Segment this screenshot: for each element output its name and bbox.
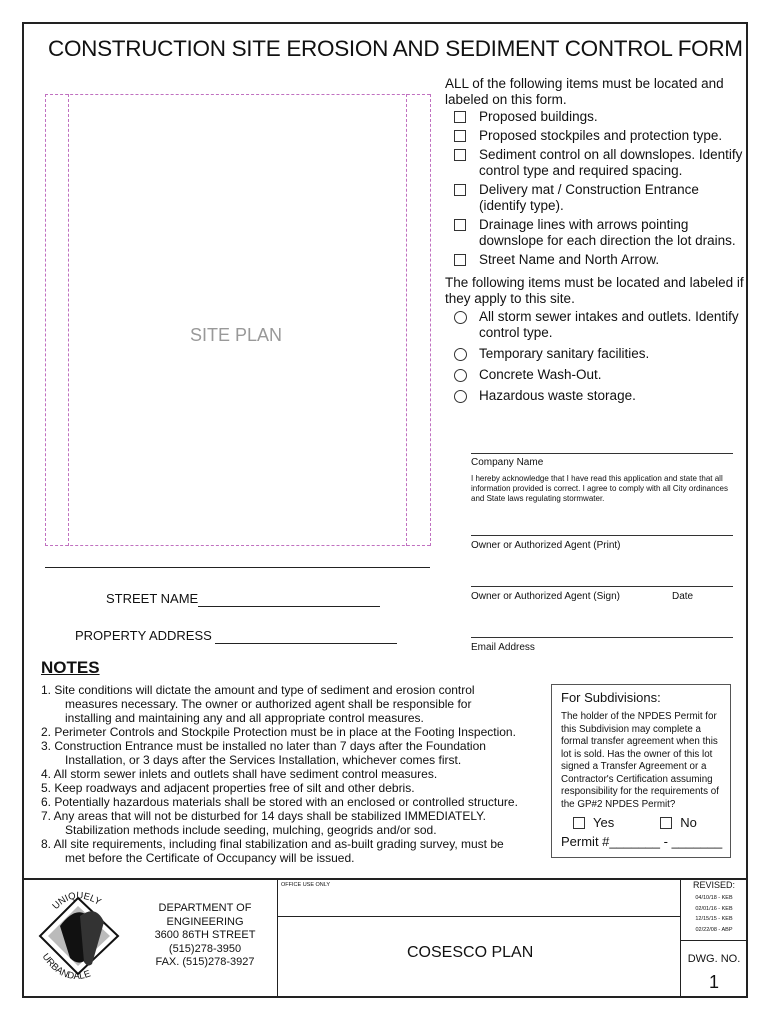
conditional-item[interactable]: Concrete Wash-Out. [454, 367, 749, 383]
radio-button[interactable] [454, 369, 467, 382]
site-plan-edge-right [430, 94, 431, 546]
site-plan-margin-left [68, 94, 69, 546]
required-item[interactable]: Proposed buildings. [454, 109, 749, 125]
required-item[interactable]: Drainage lines with arrows pointing downslope for each direction the lot drains. [454, 217, 749, 249]
title-block-line [277, 916, 680, 917]
company-name-label: Company Name [471, 457, 544, 468]
drawing-number-label: DWG. NO. [687, 953, 741, 965]
drawing-number: 1 [708, 972, 719, 992]
conditional-items-intro: The following items must be located and labeled if they apply to this site. [445, 275, 744, 306]
revised-label: REVISED: [692, 880, 735, 890]
property-address-input[interactable] [215, 628, 397, 644]
street-name-label: STREET NAME [106, 591, 199, 606]
checkbox[interactable] [454, 130, 466, 142]
required-item[interactable]: Delivery mat / Construction Entrance (identify type). [454, 182, 749, 214]
conditional-items-list [454, 309, 749, 409]
revision-entry: 02/01/16 - KEB [695, 905, 733, 912]
no-checkbox[interactable] [660, 817, 672, 829]
required-items-list [454, 109, 749, 271]
checkbox[interactable] [454, 111, 466, 123]
note-item: 7. Any areas that will not be disturbed for 14 days shall be stabilized IMMEDIATELY. Stabilization methods include seeding, mulching, geogrids and/or sod. [41, 809, 486, 837]
property-address-field[interactable] [75, 628, 397, 644]
required-item[interactable]: Street Name and North Arrow. [454, 252, 749, 268]
office-use-label: OFFICE USE ONLY [281, 882, 331, 888]
checkbox[interactable] [454, 149, 466, 161]
owner-sign-line[interactable] [471, 586, 733, 587]
site-plan-margin-right [406, 94, 407, 546]
note-item: 4. All storm sewer inlets and outlets shall have sediment control measures. [41, 767, 438, 781]
owner-sign-label: Owner or Authorized Agent (Sign) [471, 591, 620, 602]
checkbox[interactable] [454, 219, 466, 231]
email-label: Email Address [471, 642, 535, 653]
note-item: 3. Construction Entrance must be installed no later than 7 days after the Foundation Installation, or 3 days after the Services Installation, whichever comes first. [41, 739, 486, 767]
required-items-intro: ALL of the following items must be located and labeled on this form. [445, 76, 724, 107]
revision-entry: 02/22/08 - ABP [695, 926, 733, 933]
note-item: 8. All site requirements, including final stabilization and as-built grading survey, must be met before the Certificate of Occupancy will be issued. [41, 837, 504, 865]
street-name-field[interactable] [106, 591, 380, 607]
radio-button[interactable] [454, 348, 467, 361]
email-line[interactable] [471, 637, 733, 638]
subdivisions-body: The holder of the NPDES Permit for this Subdivision may complete a formal transfer agreement when this lot is sold. Has the owner of this lot signed a Transfer Agreement or a Contractor's Certification assuming responsibility for the requirements of the GP#2 NPDES Permit? [561, 711, 719, 810]
acknowledgement-text: I hereby acknowledge that I have read this application and state that all information provided is correct. I agree to comply with all City ordinances and State laws regulating stormwater. [471, 474, 728, 503]
revision-entry: 04/10/18 - KEB [695, 895, 733, 901]
radio-button[interactable] [454, 311, 467, 324]
subdivisions-box [551, 684, 731, 858]
notes-heading: NOTES [41, 658, 100, 677]
street-name-input[interactable] [198, 591, 380, 607]
required-item[interactable]: Proposed stockpiles and protection type. [454, 128, 749, 144]
note-item: 1. Site conditions will dictate the amount and type of sediment and erosion control measures necessary. The owner or authorized agent shall be responsible for installing and maintaining any and all appropriate control measures. [41, 683, 475, 725]
svg-text:URBANDALE: URBANDALE [39, 951, 93, 983]
company-name-line[interactable] [471, 453, 733, 454]
site-plan-area[interactable] [45, 94, 430, 546]
city-logo-icon [34, 882, 134, 994]
conditional-item[interactable]: All storm sewer intakes and outlets. Identify control type. [454, 309, 749, 341]
required-item[interactable]: Sediment control on all downslopes. Identify control type and required spacing. [454, 147, 749, 179]
yes-no-options [561, 815, 730, 830]
note-item: 2. Perimeter Controls and Stockpile Protection must be in place at the Footing Inspection. [41, 725, 516, 739]
note-item: 5. Keep roadways and adjacent properties free of silt and other debris. [41, 781, 415, 795]
form-title: CONSTRUCTION SITE EROSION AND SEDIMENT CONTROL FORM [48, 36, 743, 61]
site-plan-edge-left [45, 94, 46, 546]
notes-list [41, 683, 551, 865]
revision-entry: 12/15/15 - KEB [695, 916, 733, 922]
conditional-item[interactable]: Temporary sanitary facilities. [454, 346, 749, 362]
note-item: 6. Potentially hazardous materials shall be stored with an enclosed or controlled structure. [41, 795, 518, 809]
permit-number-field[interactable]: Permit #_______ - _______ [561, 834, 723, 849]
subdivisions-title: For Subdivisions: [561, 690, 661, 705]
radio-button[interactable] [454, 390, 467, 403]
yes-label: Yes [593, 815, 615, 830]
title-block-divider [22, 878, 748, 880]
property-address-label: PROPERTY ADDRESS [75, 628, 212, 643]
owner-print-label: Owner or Authorized Agent (Print) [471, 540, 621, 551]
no-label: No [680, 815, 697, 830]
site-plan-baseline [45, 567, 430, 568]
svg-text:UNIQUELY: UNIQUELY [50, 890, 103, 912]
revision-list [680, 893, 748, 935]
department-info: DEPARTMENT OF ENGINEERING 3600 86TH STREET (515)278-3950 FAX. (515)278-3927 [154, 902, 256, 968]
title-block-line [680, 940, 748, 941]
yes-checkbox[interactable] [573, 817, 585, 829]
title-block-line [277, 878, 278, 998]
checkbox[interactable] [454, 184, 466, 196]
owner-print-line[interactable] [471, 535, 733, 536]
conditional-item[interactable]: Hazardous waste storage. [454, 388, 749, 404]
plan-name: COSESCO PLAN [407, 944, 534, 961]
site-plan-label: SITE PLAN [190, 325, 283, 345]
checkbox[interactable] [454, 254, 466, 266]
date-label: Date [672, 591, 694, 602]
